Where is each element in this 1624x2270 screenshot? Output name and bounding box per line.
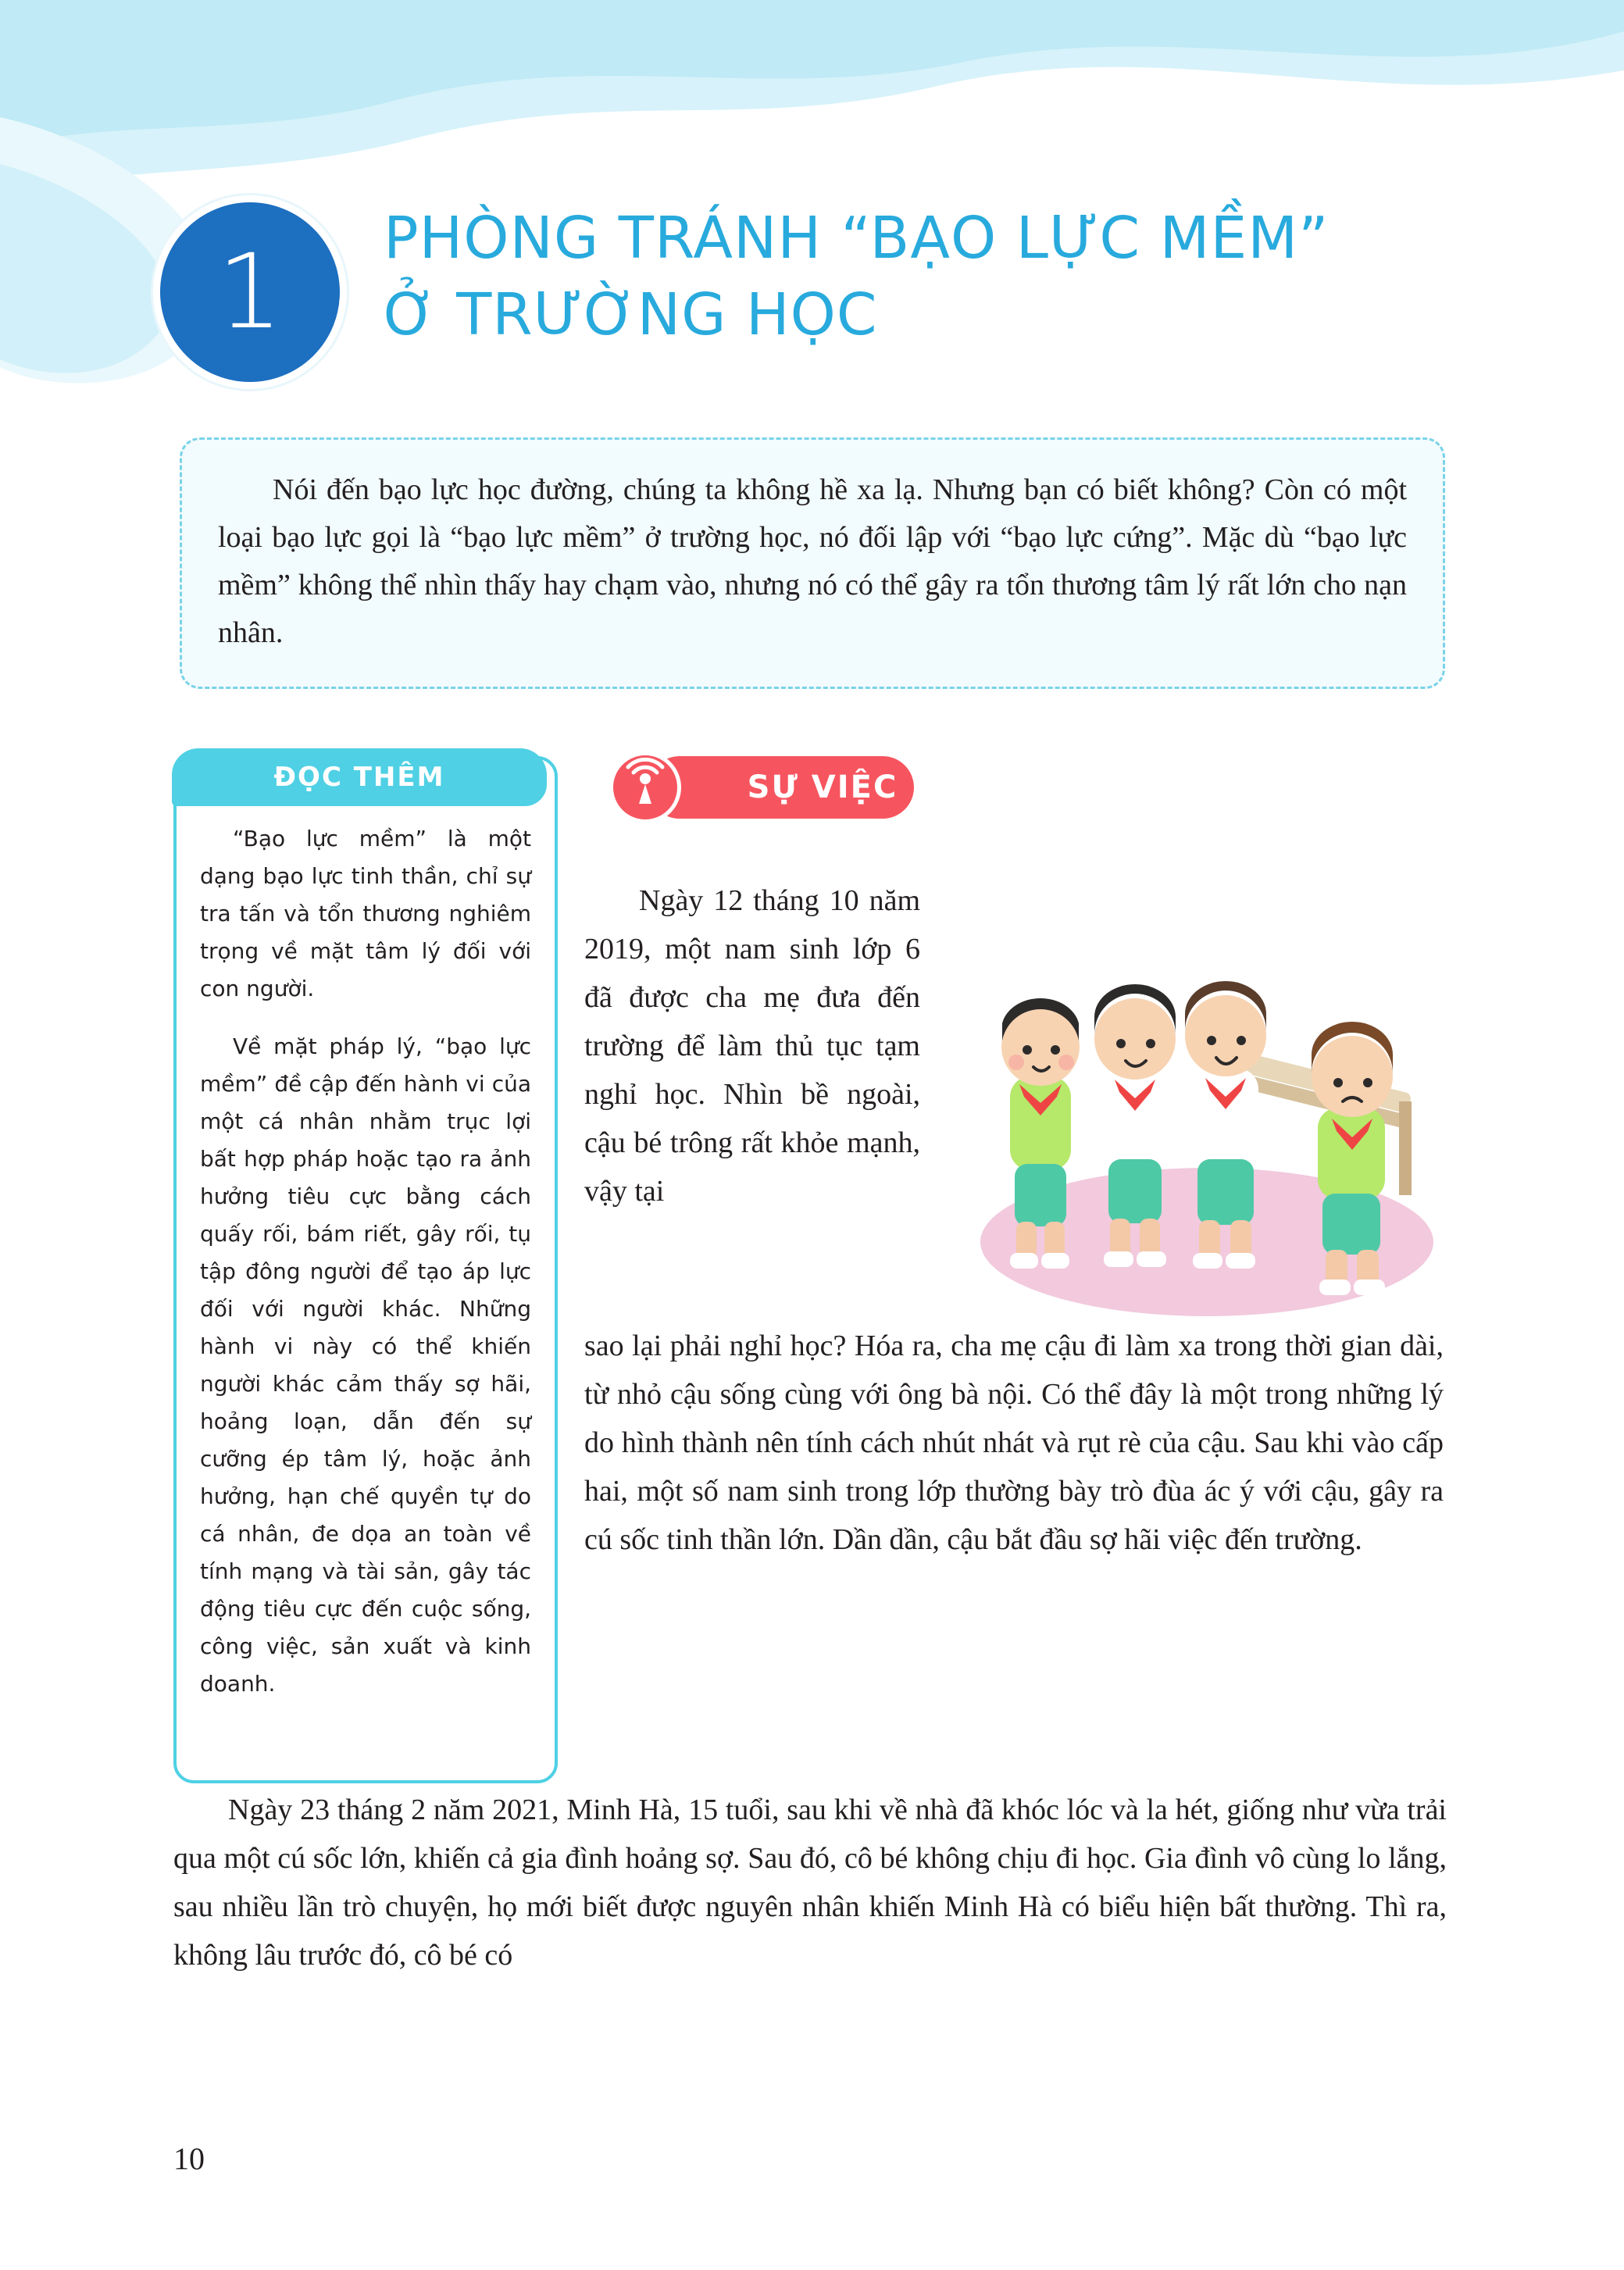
students-bullying-illustration	[965, 906, 1449, 1344]
main-wide-column	[584, 1322, 1444, 1564]
section-badge-label: SỰ VIỆC	[747, 769, 898, 805]
section-badge-su-viec	[609, 751, 914, 823]
sidebar-heading: ĐỌC THÊM	[172, 748, 547, 806]
main-narrow-paragraph: Ngày 12 tháng 10 năm 2019, một nam sinh lớp 6 đã được cha mẹ đưa đến trường để làm thủ tục tạm nghỉ học. Nhìn bề ngoài, cậu bé trông rất khỏe mạnh, vậy tại	[584, 884, 920, 1208]
intro-text: Nói đến bạo lực học đường, chúng ta không hề xa lạ. Nhưng bạn có biết không? Còn có một loại bạo lực gọi là “bạo lực mềm” ở trường học, nó đối lập với “bạo lực cứng”. Mặc dù “bạo lực mềm” không thể nhìn thấy hay chạm vào, nhưng nó có thể gây ra tổn thương tâm lý rất lớn cho nạn nhân.	[218, 473, 1407, 649]
main-wide-paragraph: sao lại phải nghỉ học? Hóa ra, cha mẹ cậu đi làm xa trong thời gian dài, từ nhỏ cậu sống cùng với ông bà nội. Có thể đây là một trong những lý do hình thành nên tính cách nhút nhát và rụt rè của cậu. Sau khi vào cấp hai, một số nam sinh trong lớp thường bày trò đùa ác ý với cậu, gây ra cú sốc tinh thần lớn. Dần dần, cậu bắt đầu sợ hãi việc đến trường.	[584, 1330, 1444, 1556]
page-title-line-2: Ở TRƯỜNG HỌC	[384, 281, 878, 348]
bottom-paragraph: Ngày 23 tháng 2 năm 2021, Minh Hà, 15 tuổi, sau khi về nhà đã khóc lóc và la hét, giống như vừa trải qua một cú sốc lớn, khiến cả gia đình hoảng sợ. Sau đó, cô bé không chịu đi học. Gia đình vô cùng lo lắng, sau nhiều lần trò chuyện, họ mới biết được nguyên nhân khiến Minh Hà có biểu hiện bất thường. Thì ra, không lâu trước đó, cô bé có	[173, 1794, 1447, 1972]
intro-callout-box	[180, 437, 1445, 689]
sidebar-doc-them	[173, 756, 558, 1783]
chapter-number-badge: 1	[153, 195, 347, 389]
broadcast-icon	[609, 751, 681, 823]
page-title	[384, 200, 1469, 353]
main-narrow-column	[584, 876, 920, 1215]
page-number: 10	[173, 2141, 205, 2176]
sidebar-paragraph: Về mặt pháp lý, “bạo lực mềm” đề cập đến hành vi của một cá nhân nhằm trục lợi bất hợp pháp hoặc tạo ra ảnh hưởng tiêu cực bằng cách quấy rối, bám riết, gây rối, tụ tập đông người để tạo áp lực đối với người khác. Những hành vi này có thể khiến người khác cảm thấy sợ hãi, hoảng loạn, dẫn đến sự cưỡng ép tâm lý, hoặc ảnh hưởng, hạn chế quyền tự do cá nhân, đe dọa an toàn về tính mạng và tài sản, gây tác động tiêu cực đến cuộc sống, công việc, sản xuất và kinh doanh.	[200, 1033, 531, 1697]
broadcast-icon-glyph	[613, 755, 677, 819]
sidebar-body	[177, 820, 555, 1723]
page-header	[153, 178, 1481, 389]
sidebar-paragraph: “Bạo lực mềm” là một dạng bạo lực tinh thần, chỉ sự tra tấn và tổn thương nghiêm trọng về mặt tâm lý đối với con người.	[200, 826, 531, 1001]
page-title-line-1: PHÒNG TRÁNH “BẠO LỰC MỀM”	[384, 205, 1330, 272]
bottom-paragraph-block	[173, 1786, 1447, 1979]
